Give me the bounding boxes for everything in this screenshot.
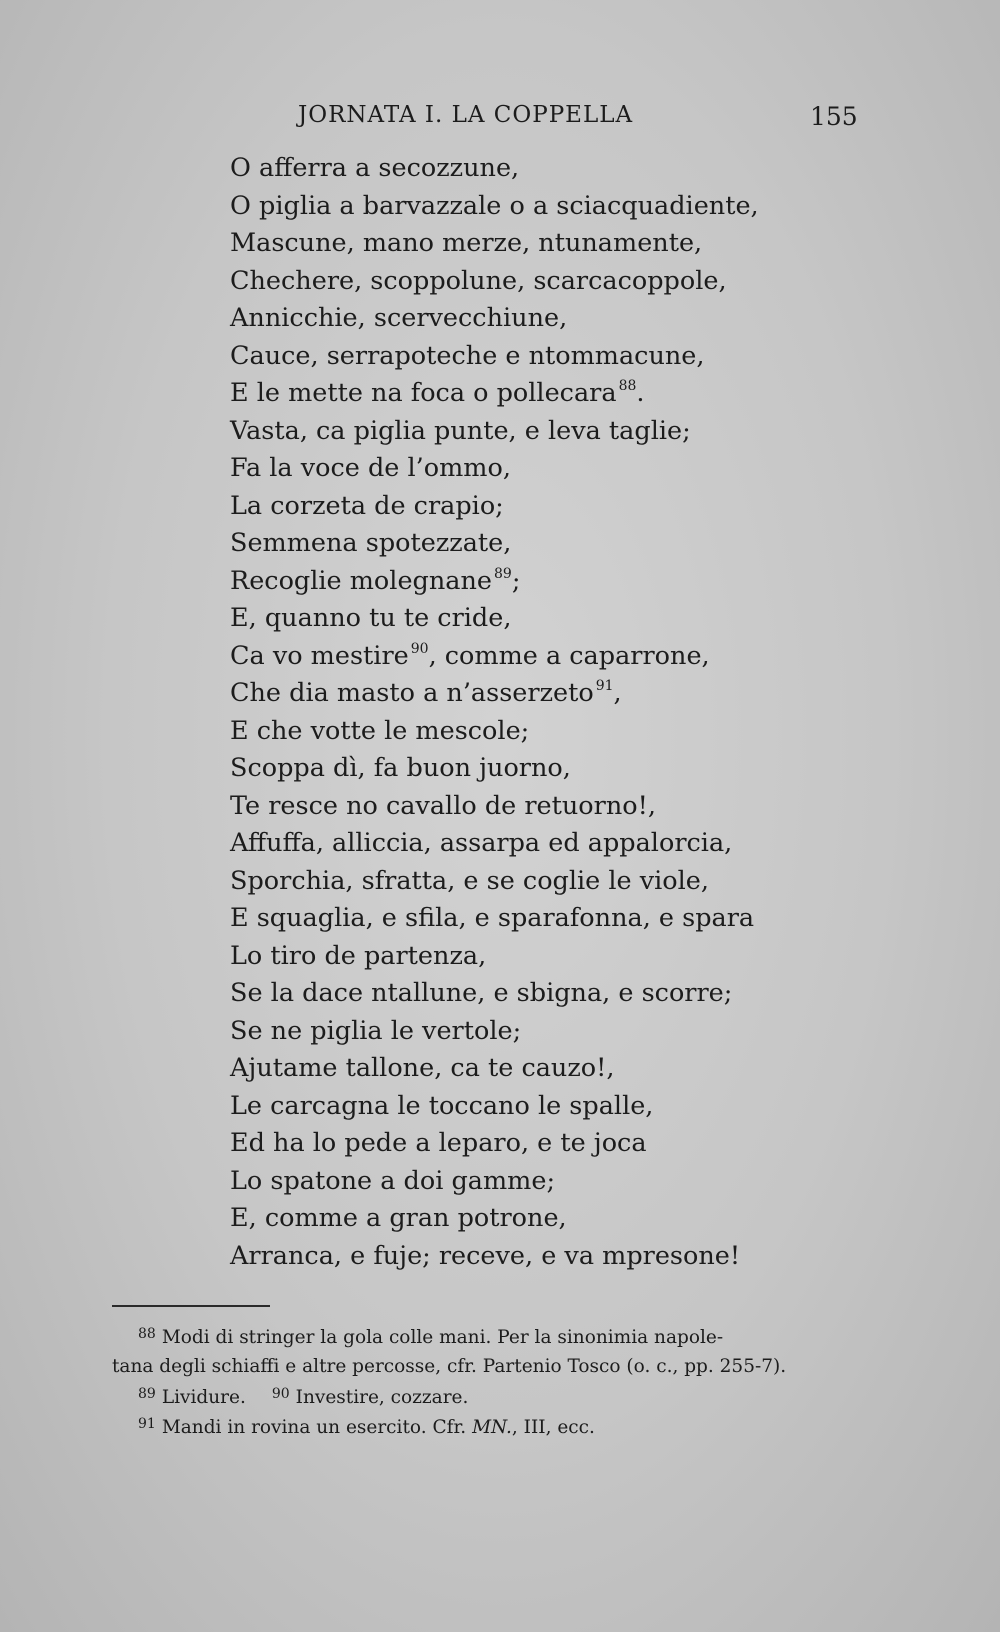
verse-line	[230, 263, 759, 301]
footnote-number: 90	[271, 1386, 290, 1402]
verse-text: Lo spatone a doi gamme;	[230, 1165, 556, 1196]
verse-text: Mascune, mano merze, ntunamente,	[230, 228, 703, 258]
verse-text: Semmena spotezzate,	[230, 528, 512, 558]
verse-line	[230, 1163, 759, 1201]
verse-text: Chechere, scoppolune, scarcacoppole,	[230, 265, 727, 296]
verse-line	[230, 1125, 759, 1163]
verse-line	[230, 300, 759, 338]
verse-line	[230, 1013, 759, 1051]
verse-line	[230, 488, 759, 526]
footnote-number: 89	[138, 1386, 156, 1402]
verse-line	[230, 938, 759, 976]
verse-text: Le carcagna le toccano le spalle,	[230, 1090, 654, 1121]
verse-text-continued: .	[636, 378, 645, 408]
verse-text: Cauce, serrapoteche e ntommacune,	[230, 340, 705, 371]
verse-text: Ed ha lo pede a leparo, e te joca	[230, 1128, 647, 1158]
verse-text: Fa la voce de l’ommo,	[230, 453, 511, 483]
footnote-rule	[112, 1305, 270, 1307]
verse-text: E squaglia, e sfila, e sparafonna, e spara	[230, 903, 755, 933]
footnote-number: 88	[138, 1326, 156, 1342]
verse-line	[230, 600, 759, 638]
verse-text: Arranca, e fuje; receve, e va mpresone!	[230, 1240, 741, 1271]
footnote-91	[138, 1416, 595, 1438]
footnotes-89-90	[138, 1386, 468, 1408]
verse-text: E le mette na foca o pollecara	[230, 378, 617, 408]
verse-line	[230, 1238, 759, 1276]
verse-text-continued: ,	[613, 678, 622, 708]
verse-line	[230, 825, 759, 863]
verse-line	[230, 188, 759, 226]
verse-line	[230, 338, 759, 376]
verse-line	[230, 413, 759, 451]
verse-text: Recoglie molegnane	[230, 565, 492, 596]
footnote-text: Mandi in rovina un esercito. Cfr.	[161, 1417, 467, 1438]
verse-text: E, quanno tu te cride,	[230, 603, 512, 633]
footnote-89-text: Lividure.	[161, 1387, 246, 1408]
footnote-text: , III, ecc.	[511, 1417, 595, 1438]
verse-line	[230, 1050, 759, 1088]
poem-verse	[230, 150, 759, 1275]
page-header	[0, 102, 1000, 142]
verse-line	[230, 450, 759, 488]
footnote-reference: MN.	[472, 1417, 512, 1438]
verse-text: Vasta, ca piglia punte, e leva taglie;	[230, 415, 691, 446]
verse-text: O piglia a barvazzale o a sciacquadiente,	[230, 190, 759, 221]
verse-line	[230, 638, 759, 676]
footnote-88	[138, 1326, 723, 1348]
verse-text: Se la dace ntallune, e sbigna, e scorre;	[230, 978, 733, 1008]
verse-text: O afferra a secozzune,	[230, 153, 520, 183]
page-number: 155	[810, 102, 858, 131]
verse-line	[230, 1200, 759, 1238]
verse-line	[230, 713, 759, 751]
footnote-text: tana degli schiaffi e altre percosse, cfr. Partenio Tosco (o. c., pp. 255-7).	[112, 1356, 787, 1377]
verse-text: Se ne piglia le vertole;	[230, 1015, 522, 1046]
verse-line	[230, 788, 759, 826]
footnote-88-continuation	[112, 1356, 786, 1377]
footnote-reference-mark: 89	[494, 565, 512, 582]
verse-text: Lo tiro de partenza,	[230, 940, 487, 971]
verse-text: Sporchia, sfratta, e se coglie le viole,	[230, 865, 709, 896]
verse-text: Che dia masto a n’asserzeto	[230, 678, 594, 708]
verse-text: Ajutame tallone, ca te cauzo!,	[230, 1053, 615, 1083]
footnote-reference-mark: 90	[410, 640, 429, 657]
footnote-reference-mark: 91	[595, 678, 614, 694]
verse-text: Ca vo mestire	[230, 640, 409, 671]
verse-line	[230, 525, 759, 563]
verse-text: E, comme a gran potrone,	[230, 1203, 567, 1233]
footnote-text: Modi di stringer la gola colle mani. Per la sinonimia napole-	[161, 1327, 724, 1348]
running-title: JORNATA I. LA COPPELLA	[298, 102, 634, 128]
verse-text-continued: , comme a caparrone,	[428, 640, 710, 671]
verse-line	[230, 225, 759, 263]
verse-line	[230, 150, 759, 188]
footnote-reference-mark: 88	[618, 378, 637, 394]
verse-text-continued: ;	[511, 565, 521, 596]
verse-line	[230, 900, 759, 938]
verse-line	[230, 675, 759, 713]
verse-text: E che votte le mescole;	[230, 715, 530, 746]
verse-text: Affuffa, alliccia, assarpa ed appalorcia,	[230, 828, 733, 858]
verse-line	[230, 375, 759, 413]
footnote-90-text: Investire, cozzare.	[295, 1387, 469, 1408]
verse-line	[230, 975, 759, 1013]
verse-text: Te resce no cavallo de retuorno!,	[230, 790, 656, 821]
verse-line	[230, 563, 759, 601]
verse-text: La corzeta de crapio;	[230, 490, 504, 521]
footnote-number: 91	[138, 1416, 156, 1432]
verse-text: Scoppa dì, fa buon juorno,	[230, 753, 571, 783]
verse-text: Annicchie, scervecchiune,	[230, 303, 568, 333]
verse-line	[230, 750, 759, 788]
verse-line	[230, 863, 759, 901]
verse-line	[230, 1088, 759, 1126]
